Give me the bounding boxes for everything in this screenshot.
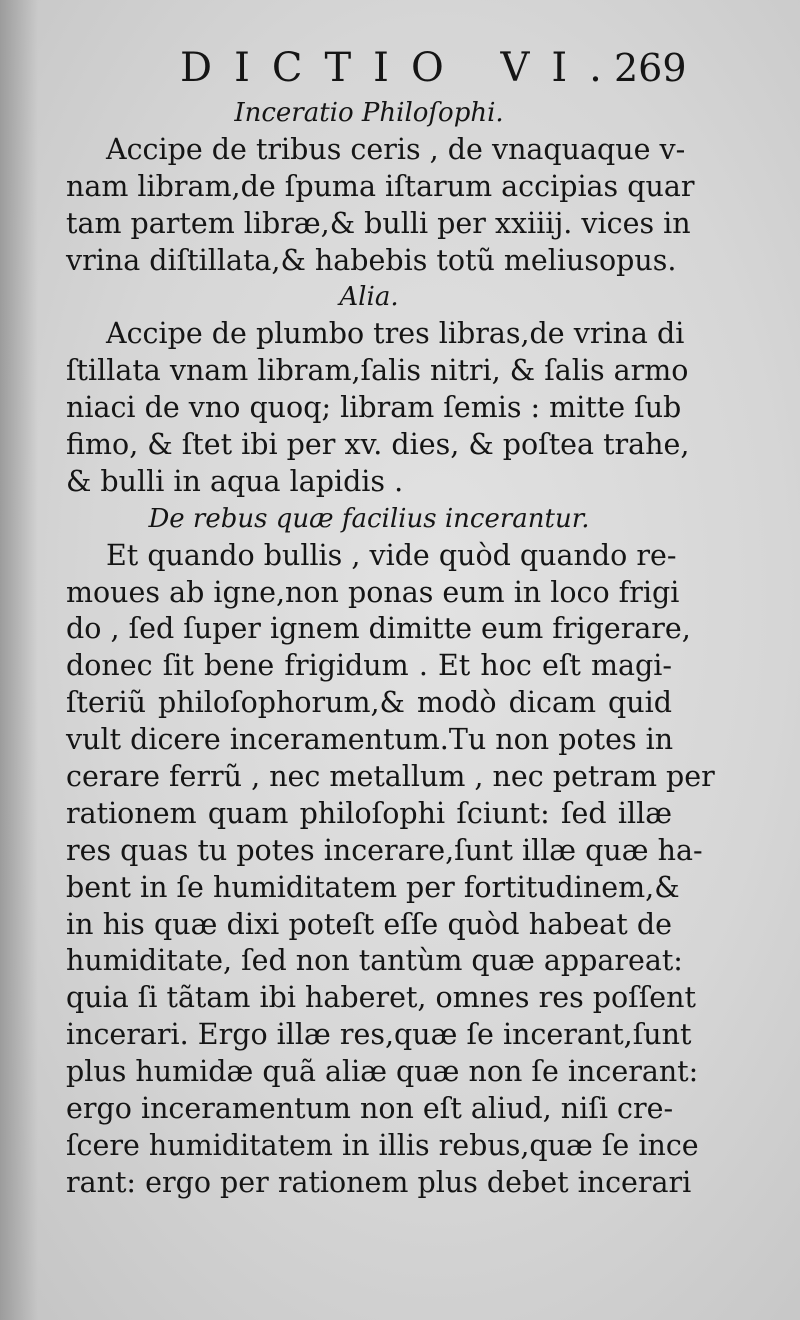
text-line: humiditate, ſed non tantùm quæ appareat: xyxy=(66,944,683,978)
section-heading: De rebus quæ facilius incerantur. xyxy=(148,503,590,534)
text-line: res quas tu potes incerare,ſunt illæ quæ ha- xyxy=(66,833,703,867)
text-line: in his quæ dixi poteſt eſſe quòd habeat de xyxy=(66,907,672,941)
text-line: quia ſi tãtam ibi haberet, omnes res poſſent xyxy=(66,981,696,1015)
text-line: ſtillata vnam libram,ſalis nitri, & ſalis armo xyxy=(66,354,689,388)
text-line: ſteriũ philoſophorum,& modò dicam quid xyxy=(66,686,672,720)
text-line: fimo, & ſtet ibi per xv. dies, & poſtea trahe, xyxy=(66,428,690,462)
text-line: rationem quam philoſophi ſciunt: ſed illæ xyxy=(66,796,672,830)
text-line: vrina diſtillata,& habebis totũ meliusopus. xyxy=(66,243,677,277)
text-line: & bulli in aqua lapidis . xyxy=(66,464,404,498)
section-heading: Inceratio Philoſophi. xyxy=(234,98,504,128)
page-number: 269 xyxy=(614,46,687,90)
text-line: donec ſit bene frigidum . Et hoc eſt magi- xyxy=(66,649,672,683)
text-line: do , ſed ſuper ignem dimitte eum frigerare, xyxy=(66,612,691,646)
body-text xyxy=(66,95,715,1202)
text-line: niaci de vno quoq; libram ſemis : mitte ſub xyxy=(66,391,682,425)
section-heading: Alia. xyxy=(339,282,399,313)
running-head: DICTIO VI. xyxy=(180,45,624,91)
text-line: tam partem libræ,& bulli per xxiiij. vices in xyxy=(66,206,691,240)
text-line: Et quando bullis , vide quòd quando re- xyxy=(106,538,677,572)
text-line: vult dicere inceramentum.Tu non potes in xyxy=(66,723,674,757)
text-line: moues ab igne,non ponas eum in loco frigi xyxy=(66,575,680,609)
text-line: incerari. Ergo illæ res,quæ ſe incerant,ſunt xyxy=(66,1018,692,1052)
text-line: Accipe de plumbo tres libras,de vrina di xyxy=(106,317,685,351)
text-line: nam libram,de ſpuma iſtarum accipias quar xyxy=(66,169,695,203)
text-line: bent in ſe humiditatem per fortitudinem,& xyxy=(66,870,680,904)
text-line: ergo inceramentum non eſt aliud, niſi cre- xyxy=(66,1092,674,1126)
text-line: rant: ergo per rationem plus debet incerari xyxy=(66,1165,692,1199)
text-line: plus humidæ quã aliæ quæ non ſe incerant: xyxy=(66,1055,699,1089)
text-line: ſcere humiditatem in illis rebus,quæ ſe ince xyxy=(66,1128,699,1162)
gutter-shadow xyxy=(0,0,38,1320)
text-line: Accipe de tribus ceris , de vnaquaque v- xyxy=(106,132,686,166)
text-line: cerare ferrũ , nec metallum , nec petram per xyxy=(66,760,715,794)
